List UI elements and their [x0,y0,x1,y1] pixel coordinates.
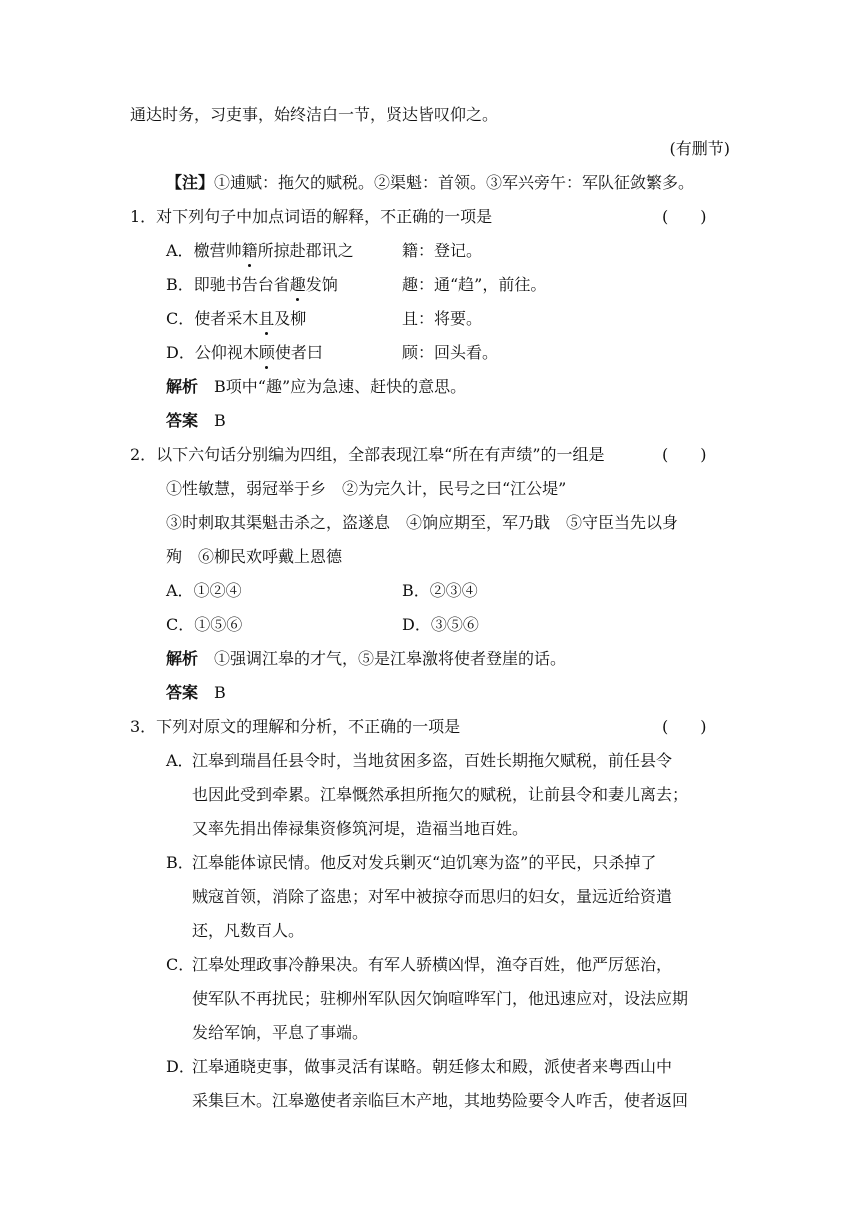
emphasis-dot-char: 顾 [258,343,275,362]
q3-option-a-line: 也因此受到牵累。江皋慨然承担所拖欠的赋税，让前县令和妻儿离去； [192,785,689,804]
q1-option-b: B．即驰书告台省趣发饷 [166,275,338,294]
question-1-answer-blank: ( ) [662,207,707,226]
question-3-stem: 3．下列对原文的理解和分析，不正确的一项是 [130,717,461,736]
q2-statements-line-3: 殉 ⑥柳民欢呼戴上恩德 [166,547,343,566]
annotation-label: 【注】 [166,173,215,192]
passage-tail: 通达时务，习吏事，始终洁白一节，贤达皆叹仰之。 [130,105,499,124]
q3-option-c-line: 使军队不再扰民；驻柳州军队因欠饷喧哗军门，他迅速应对，设法应期 [192,989,689,1008]
q1-option-d-gloss: 顾：回头看。 [402,343,499,362]
q1-option-b-gloss: 趣：通“趋”，前往。 [402,275,547,294]
q1-option-c-gloss: 且：将要。 [402,309,483,328]
q3-option-a-line: 江皋到瑞昌任县令时，当地贫困多盗，百姓长期拖欠赋税，前任县令 [192,751,673,770]
emphasis-dot-char: 籍 [241,241,258,260]
q3-option-c-line: 江皋处理政事冷静果决。有军人骄横凶悍，渔夺百姓，他严厉惩治， [192,955,673,974]
q1-answer: 答案 B [166,411,226,430]
q1-option-d: D．公仰视木顾使者曰 [166,343,323,362]
q3-option-b-line: 还，凡数百人。 [192,921,305,940]
q2-option-d: D．③⑤⑥ [402,615,479,634]
question-2-stem: 2．以下六句话分别编为四组，全部表现江皋“所在有声绩”的一组是 [130,445,605,464]
q1-option-a-gloss: 籍：登记。 [402,241,483,260]
q3-option-b-line: 贼寇首领，消除了盗患；对军中被掠夺而思归的妇女，量远近给资遣 [192,887,673,906]
q2-answer: 答案 B [166,683,226,702]
question-1-stem: 1．对下列句子中加点词语的解释，不正确的一项是 [130,207,493,226]
q3-option-b-letter: B． [166,853,194,872]
q1-option-c: C．使者采木且及柳 [166,309,307,328]
q3-option-d-line: 采集巨木。江皋邀使者亲临巨木产地，其地势险要令人咋舌，使者返回 [192,1091,689,1110]
q3-option-a-letter: A． [166,751,194,770]
q1-option-a: A．檄营帅籍所掠赴郡讯之 [166,241,354,260]
q3-option-d-line: 江皋通晓吏事，做事灵活有谋略。朝廷修太和殿，派使者来粤西山中 [192,1057,673,1076]
question-3-answer-blank: ( ) [662,717,707,736]
q2-option-b: B．②③④ [402,581,478,600]
q3-option-c-letter: C． [166,955,195,974]
q3-option-d-letter: D． [166,1057,195,1076]
q2-analysis: 解析 ①强调江皋的才气，⑤是江皋激将使者登崖的话。 [166,649,567,668]
q3-option-b-line: 江皋能体谅民情。他反对发兵剿灭“迫饥寒为盗”的平民，只杀掉了 [192,853,657,872]
q3-option-a-line: 又率先捐出俸禄集资修筑河堤，造福当地百姓。 [192,819,529,838]
q2-statements-line-1: ①性敏慧，弱冠举于乡 ②为完久计，民号之曰“江公堤” [166,479,567,498]
q2-statements-line-2: ③时刺取其渠魁击杀之，盗遂息 ④饷应期至，军乃戢 ⑤守臣当先以身 [166,513,679,532]
q2-option-a: A．①②④ [166,581,242,600]
source-note: (有删节) [669,139,730,158]
question-2-answer-blank: ( ) [662,445,707,464]
annotation-text: ①逋赋：拖欠的赋税。②渠魁：首领。③军兴旁午：军队征敛繁多。 [214,173,695,192]
annotation [166,172,694,194]
q3-option-c-line: 发给军饷，平息了事端。 [192,1023,369,1042]
emphasis-dot-char: 且 [258,309,275,328]
q2-option-c: C．①⑤⑥ [166,615,243,634]
q1-analysis: 解析 B项中“趣”应为急速、赶快的意思。 [166,377,467,396]
emphasis-dot-char: 趣 [289,275,306,294]
